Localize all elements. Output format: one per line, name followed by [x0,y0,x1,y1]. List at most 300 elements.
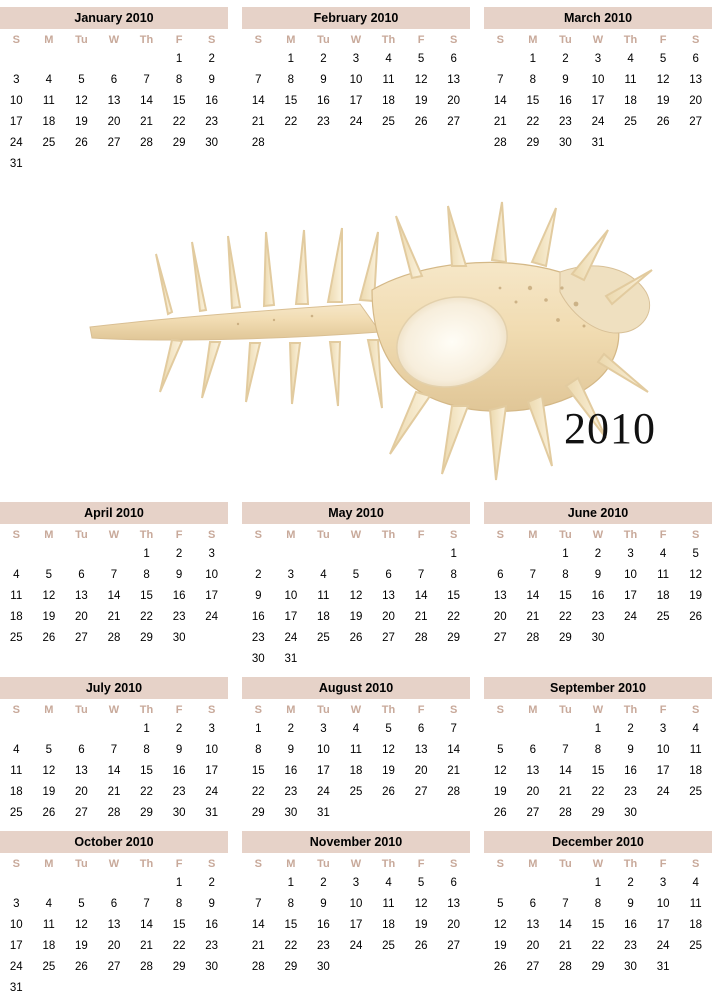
day-cell[interactable]: 5 [692,547,699,560]
day-cell[interactable]: 1 [450,547,457,560]
day-cell[interactable]: 15 [526,94,540,107]
day-cell[interactable]: 23 [317,115,330,128]
day-cell[interactable]: 6 [110,73,118,86]
day-cell[interactable]: 23 [591,610,605,623]
day-cell[interactable]: 10 [656,897,670,910]
day-cell[interactable]: 9 [320,73,327,86]
day-cell[interactable]: 2 [255,568,262,581]
day-cell[interactable]: 4 [692,876,699,889]
day-cell[interactable]: 23 [172,785,186,798]
day-cell[interactable]: 5 [78,73,85,86]
day-cell[interactable]: 14 [447,743,461,756]
day-cell[interactable]: 16 [251,610,265,623]
day-cell[interactable]: 17 [656,764,670,777]
day-cell[interactable]: 30 [284,806,298,819]
day-cell[interactable]: 21 [447,764,461,777]
day-cell[interactable]: 20 [493,610,507,623]
day-cell[interactable]: 14 [107,764,121,777]
day-cell[interactable]: 16 [317,918,330,931]
day-cell[interactable]: 19 [689,589,703,602]
day-cell[interactable]: 21 [107,610,121,623]
day-cell[interactable]: 29 [447,631,461,644]
day-cell[interactable]: 26 [689,610,703,623]
day-cell[interactable]: 13 [107,94,121,107]
day-cell[interactable]: 16 [205,94,219,107]
day-cell[interactable]: 20 [382,610,395,623]
day-cell[interactable]: 15 [140,589,153,602]
day-cell[interactable]: 4 [352,722,360,735]
day-cell[interactable]: 17 [349,918,363,931]
day-cell[interactable]: 2 [562,52,569,65]
day-cell[interactable]: 6 [417,722,425,735]
day-cell[interactable]: 21 [107,785,121,798]
day-cell[interactable]: 28 [107,806,121,819]
day-cell[interactable]: 18 [9,610,23,623]
day-cell[interactable]: 16 [317,94,330,107]
day-cell[interactable]: 30 [559,136,572,149]
day-cell[interactable]: 11 [10,764,23,777]
day-cell[interactable]: 3 [627,547,634,560]
day-cell[interactable]: 7 [529,568,537,581]
day-cell[interactable]: 21 [559,785,572,798]
day-cell[interactable]: 18 [9,785,23,798]
day-cell[interactable]: 19 [382,764,395,777]
day-cell[interactable]: 22 [591,785,605,798]
day-cell[interactable]: 19 [349,610,363,623]
day-cell[interactable]: 24 [624,610,637,623]
day-cell[interactable]: 4 [320,568,327,581]
day-cell[interactable]: 29 [526,136,540,149]
day-cell[interactable]: 16 [172,589,186,602]
day-cell[interactable]: 26 [75,136,88,149]
day-cell[interactable]: 7 [110,568,118,581]
day-cell[interactable]: 13 [526,918,540,931]
day-cell[interactable]: 2 [627,876,634,889]
day-cell[interactable]: 8 [594,743,602,756]
day-cell[interactable]: 29 [172,960,186,973]
day-cell[interactable]: 3 [208,722,215,735]
day-cell[interactable]: 4 [13,743,20,756]
day-cell[interactable]: 15 [172,918,186,931]
day-cell[interactable]: 1 [175,52,183,65]
day-cell[interactable]: 28 [140,960,153,973]
day-cell[interactable]: 22 [140,610,153,623]
day-cell[interactable]: 12 [493,764,507,777]
day-cell[interactable]: 26 [656,115,670,128]
day-cell[interactable]: 12 [414,73,428,86]
day-cell[interactable]: 1 [143,547,150,560]
day-cell[interactable]: 4 [692,722,699,735]
day-cell[interactable]: 8 [562,568,569,581]
day-cell[interactable]: 9 [627,897,634,910]
day-cell[interactable]: 27 [689,115,703,128]
day-cell[interactable]: 8 [175,73,183,86]
day-cell[interactable]: 19 [42,610,56,623]
day-cell[interactable]: 23 [251,631,265,644]
day-cell[interactable]: 7 [255,73,262,86]
day-cell[interactable]: 9 [594,568,602,581]
day-cell[interactable]: 12 [656,73,670,86]
day-cell[interactable]: 12 [493,918,507,931]
day-cell[interactable]: 24 [591,115,605,128]
day-cell[interactable]: 20 [689,94,703,107]
day-cell[interactable]: 27 [447,939,461,952]
day-cell[interactable]: 24 [205,610,219,623]
day-cell[interactable]: 11 [624,73,637,86]
day-cell[interactable]: 24 [284,631,298,644]
day-cell[interactable]: 6 [497,568,504,581]
day-cell[interactable]: 24 [317,785,330,798]
day-cell[interactable]: 15 [140,764,153,777]
day-cell[interactable]: 16 [205,918,219,931]
day-cell[interactable]: 7 [450,722,457,735]
day-cell[interactable]: 29 [591,960,605,973]
day-cell[interactable]: 22 [559,610,572,623]
day-cell[interactable]: 21 [251,939,265,952]
day-cell[interactable]: 30 [172,806,186,819]
day-cell[interactable]: 20 [447,918,461,931]
day-cell[interactable]: 2 [320,876,327,889]
day-cell[interactable]: 25 [624,115,637,128]
day-cell[interactable]: 8 [143,568,150,581]
day-cell[interactable]: 28 [526,631,540,644]
day-cell[interactable]: 27 [414,785,428,798]
day-cell[interactable]: 24 [9,960,23,973]
day-cell[interactable]: 19 [493,785,507,798]
day-cell[interactable]: 8 [175,897,183,910]
day-cell[interactable]: 16 [559,94,572,107]
day-cell[interactable]: 18 [42,115,56,128]
day-cell[interactable]: 17 [284,610,298,623]
day-cell[interactable]: 4 [385,876,392,889]
day-cell[interactable]: 23 [624,939,637,952]
day-cell[interactable]: 10 [284,589,298,602]
day-cell[interactable]: 10 [205,568,219,581]
day-cell[interactable]: 17 [591,94,605,107]
day-cell[interactable]: 1 [255,722,262,735]
day-cell[interactable]: 31 [284,652,298,665]
day-cell[interactable]: 16 [284,764,298,777]
day-cell[interactable]: 29 [559,631,572,644]
day-cell[interactable]: 1 [594,876,602,889]
day-cell[interactable]: 5 [45,568,53,581]
day-cell[interactable]: 1 [287,52,295,65]
day-cell[interactable]: 3 [208,547,215,560]
day-cell[interactable]: 2 [175,722,183,735]
day-cell[interactable]: 22 [447,610,461,623]
day-cell[interactable]: 10 [317,743,330,756]
day-cell[interactable]: 26 [382,785,395,798]
day-cell[interactable]: 5 [497,897,504,910]
day-cell[interactable]: 9 [175,743,183,756]
day-cell[interactable]: 21 [251,115,265,128]
day-cell[interactable]: 26 [414,939,428,952]
day-cell[interactable]: 26 [493,960,507,973]
day-cell[interactable]: 15 [172,94,186,107]
day-cell[interactable]: 20 [526,785,540,798]
day-cell[interactable]: 8 [529,73,537,86]
day-cell[interactable]: 7 [255,897,262,910]
day-cell[interactable]: 27 [493,631,507,644]
day-cell[interactable]: 11 [10,589,23,602]
day-cell[interactable]: 29 [140,806,153,819]
day-cell[interactable]: 26 [493,806,507,819]
day-cell[interactable]: 14 [559,764,572,777]
day-cell[interactable]: 19 [414,918,428,931]
day-cell[interactable]: 17 [317,764,330,777]
day-cell[interactable]: 8 [287,73,295,86]
day-cell[interactable]: 15 [591,918,605,931]
day-cell[interactable]: 6 [78,743,85,756]
day-cell[interactable]: 29 [284,960,298,973]
day-cell[interactable]: 5 [417,52,425,65]
day-cell[interactable]: 25 [9,806,23,819]
day-cell[interactable]: 19 [42,785,56,798]
day-cell[interactable]: 17 [624,589,637,602]
day-cell[interactable]: 11 [382,73,395,86]
day-cell[interactable]: 20 [75,610,88,623]
day-cell[interactable]: 30 [172,631,186,644]
day-cell[interactable]: 6 [450,876,457,889]
day-cell[interactable]: 27 [107,136,121,149]
day-cell[interactable]: 27 [447,115,461,128]
day-cell[interactable]: 25 [9,631,23,644]
day-cell[interactable]: 1 [143,722,150,735]
day-cell[interactable]: 11 [382,897,395,910]
day-cell[interactable]: 12 [414,897,428,910]
day-cell[interactable]: 19 [75,939,88,952]
day-cell[interactable]: 19 [656,94,670,107]
day-cell[interactable]: 23 [559,115,572,128]
day-cell[interactable]: 28 [559,806,572,819]
day-cell[interactable]: 17 [349,94,363,107]
day-cell[interactable]: 30 [624,960,637,973]
day-cell[interactable]: 30 [251,652,265,665]
day-cell[interactable]: 5 [45,743,53,756]
day-cell[interactable]: 19 [493,939,507,952]
day-cell[interactable]: 6 [385,568,392,581]
day-cell[interactable]: 20 [75,785,88,798]
day-cell[interactable]: 25 [689,939,703,952]
day-cell[interactable]: 22 [140,785,153,798]
day-cell[interactable]: 25 [656,610,670,623]
day-cell[interactable]: 17 [9,939,23,952]
day-cell[interactable]: 27 [75,631,88,644]
day-cell[interactable]: 3 [352,52,360,65]
day-cell[interactable]: 9 [255,589,262,602]
day-cell[interactable]: 9 [562,73,569,86]
day-cell[interactable]: 22 [172,939,186,952]
day-cell[interactable]: 21 [140,115,153,128]
day-cell[interactable]: 19 [75,115,88,128]
day-cell[interactable]: 31 [656,960,670,973]
day-cell[interactable]: 14 [140,918,153,931]
day-cell[interactable]: 14 [251,94,265,107]
day-cell[interactable]: 31 [205,806,219,819]
day-cell[interactable]: 23 [284,785,298,798]
day-cell[interactable]: 12 [349,589,363,602]
day-cell[interactable]: 14 [493,94,507,107]
day-cell[interactable]: 3 [287,568,295,581]
day-cell[interactable]: 14 [414,589,428,602]
day-cell[interactable]: 8 [287,897,295,910]
day-cell[interactable]: 25 [382,939,395,952]
day-cell[interactable]: 25 [382,115,395,128]
day-cell[interactable]: 17 [205,764,219,777]
day-cell[interactable]: 20 [414,764,428,777]
day-cell[interactable]: 18 [317,610,330,623]
day-cell[interactable]: 27 [526,806,540,819]
day-cell[interactable]: 23 [172,610,186,623]
day-cell[interactable]: 6 [450,52,457,65]
day-cell[interactable]: 1 [287,876,295,889]
day-cell[interactable]: 1 [562,547,569,560]
day-cell[interactable]: 17 [656,918,670,931]
day-cell[interactable]: 28 [107,631,121,644]
day-cell[interactable]: 14 [107,589,121,602]
day-cell[interactable]: 22 [172,115,186,128]
day-cell[interactable]: 29 [591,806,605,819]
day-cell[interactable]: 6 [78,568,85,581]
day-cell[interactable]: 13 [526,764,540,777]
day-cell[interactable]: 28 [251,136,265,149]
day-cell[interactable]: 22 [526,115,540,128]
day-cell[interactable]: 4 [13,568,20,581]
day-cell[interactable]: 26 [42,806,56,819]
day-cell[interactable]: 2 [320,52,327,65]
day-cell[interactable]: 31 [9,157,23,170]
day-cell[interactable]: 10 [349,897,363,910]
day-cell[interactable]: 2 [627,722,634,735]
day-cell[interactable]: 21 [493,115,507,128]
day-cell[interactable]: 19 [414,94,428,107]
day-cell[interactable]: 3 [594,52,602,65]
day-cell[interactable]: 5 [659,52,667,65]
day-cell[interactable]: 12 [75,918,88,931]
day-cell[interactable]: 22 [284,939,298,952]
day-cell[interactable]: 29 [140,631,153,644]
day-cell[interactable]: 7 [110,743,118,756]
day-cell[interactable]: 25 [317,631,330,644]
day-cell[interactable]: 18 [689,764,703,777]
day-cell[interactable]: 16 [591,589,605,602]
day-cell[interactable]: 5 [417,876,425,889]
day-cell[interactable]: 3 [13,73,20,86]
day-cell[interactable]: 24 [656,785,670,798]
day-cell[interactable]: 8 [594,897,602,910]
day-cell[interactable]: 9 [208,73,215,86]
day-cell[interactable]: 1 [175,876,183,889]
day-cell[interactable]: 7 [497,73,504,86]
day-cell[interactable]: 26 [349,631,363,644]
day-cell[interactable]: 9 [627,743,634,756]
day-cell[interactable]: 23 [317,939,330,952]
day-cell[interactable]: 24 [656,939,670,952]
day-cell[interactable]: 12 [382,743,395,756]
day-cell[interactable]: 20 [107,115,121,128]
day-cell[interactable]: 16 [172,764,186,777]
day-cell[interactable]: 15 [447,589,461,602]
day-cell[interactable]: 7 [562,743,569,756]
day-cell[interactable]: 25 [42,136,56,149]
day-cell[interactable]: 2 [287,722,295,735]
day-cell[interactable]: 18 [624,94,637,107]
day-cell[interactable]: 27 [526,960,540,973]
day-cell[interactable]: 3 [352,876,360,889]
day-cell[interactable]: 18 [656,589,670,602]
day-cell[interactable]: 10 [205,743,219,756]
day-cell[interactable]: 21 [414,610,428,623]
day-cell[interactable]: 26 [42,631,56,644]
day-cell[interactable]: 16 [624,918,637,931]
day-cell[interactable]: 22 [591,939,605,952]
day-cell[interactable]: 15 [251,764,265,777]
day-cell[interactable]: 21 [559,939,572,952]
day-cell[interactable]: 23 [624,785,637,798]
day-cell[interactable]: 18 [689,918,703,931]
day-cell[interactable]: 24 [9,136,23,149]
day-cell[interactable]: 28 [251,960,265,973]
day-cell[interactable]: 5 [385,722,392,735]
day-cell[interactable]: 24 [349,115,363,128]
day-cell[interactable]: 13 [75,764,88,777]
day-cell[interactable]: 20 [526,939,540,952]
day-cell[interactable]: 25 [689,785,703,798]
day-cell[interactable]: 10 [9,918,23,931]
day-cell[interactable]: 31 [9,981,23,994]
day-cell[interactable]: 21 [526,610,540,623]
day-cell[interactable]: 2 [208,52,215,65]
day-cell[interactable]: 3 [659,876,667,889]
day-cell[interactable]: 17 [9,115,23,128]
day-cell[interactable]: 30 [591,631,605,644]
day-cell[interactable]: 13 [447,897,461,910]
day-cell[interactable]: 13 [75,589,88,602]
day-cell[interactable]: 6 [529,897,537,910]
day-cell[interactable]: 4 [627,52,634,65]
day-cell[interactable]: 14 [140,94,153,107]
day-cell[interactable]: 28 [414,631,428,644]
day-cell[interactable]: 11 [689,743,702,756]
day-cell[interactable]: 22 [284,115,298,128]
day-cell[interactable]: 6 [692,52,699,65]
day-cell[interactable]: 3 [320,722,327,735]
day-cell[interactable]: 1 [529,52,537,65]
day-cell[interactable]: 18 [349,764,363,777]
day-cell[interactable]: 11 [42,94,55,107]
day-cell[interactable]: 6 [110,897,118,910]
day-cell[interactable]: 13 [382,589,395,602]
day-cell[interactable]: 7 [417,568,425,581]
day-cell[interactable]: 9 [287,743,295,756]
day-cell[interactable]: 3 [659,722,667,735]
day-cell[interactable]: 11 [349,743,362,756]
day-cell[interactable]: 20 [107,939,121,952]
day-cell[interactable]: 2 [175,547,183,560]
day-cell[interactable]: 9 [320,897,327,910]
day-cell[interactable]: 28 [493,136,507,149]
day-cell[interactable]: 20 [447,94,461,107]
day-cell[interactable]: 29 [251,806,265,819]
day-cell[interactable]: 15 [284,918,298,931]
day-cell[interactable]: 5 [352,568,360,581]
day-cell[interactable]: 17 [205,589,219,602]
day-cell[interactable]: 31 [317,806,330,819]
day-cell[interactable]: 4 [385,52,392,65]
day-cell[interactable]: 8 [143,743,150,756]
day-cell[interactable]: 14 [251,918,265,931]
day-cell[interactable]: 12 [42,589,56,602]
